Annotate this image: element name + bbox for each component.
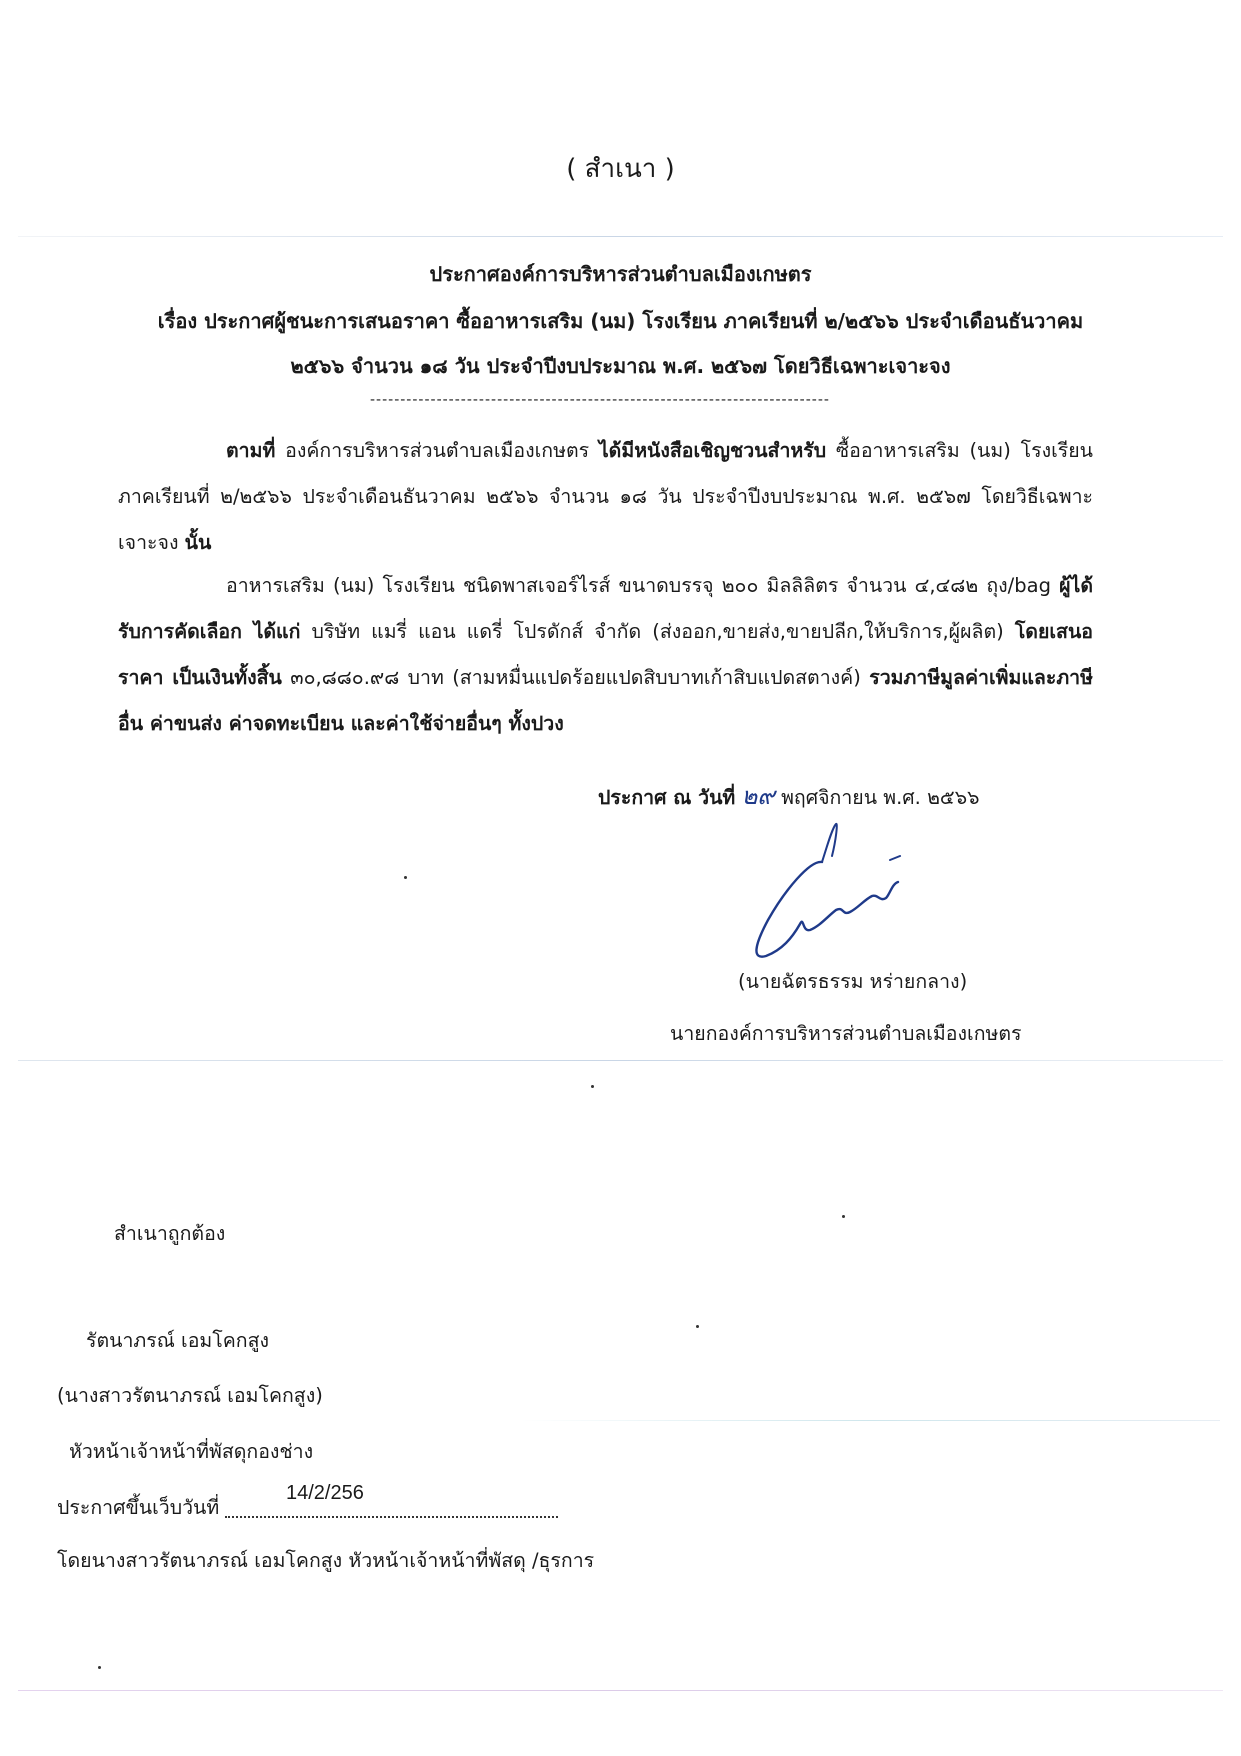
- mayor-name: (นายฉัตรธรรม หร่ายกลาง): [738, 970, 968, 993]
- web-posting-label: ประกาศขึ้นเว็บวันที่: [57, 1496, 220, 1519]
- para2-bold1: ผู้ได้รับการคัดเลือก ได้แก่: [118, 574, 1093, 643]
- announcement-title: ประกาศองค์การบริหารส่วนตำบลเมืองเกษตร: [429, 262, 812, 286]
- announcement-subject-cont: ๒๕๖๖ จำนวน ๑๘ วัน ประจำปีงบประมาณ พ.ศ. ๒๕๖๗ โดยวิธีเฉพาะเจาะจง: [290, 354, 951, 378]
- copy-mark: ( สำเนา ): [566, 154, 675, 184]
- scan-line: [520, 1420, 1220, 1421]
- certifier-position: หัวหน้าเจ้าหน้าที่พัสดุกองช่าง: [69, 1440, 314, 1463]
- para1-lead: ตามที่: [226, 439, 276, 462]
- paragraph-winner: [118, 563, 1093, 747]
- para2-bold2: โดยเสนอราคา เป็นเงินทั้งสิ้น: [118, 620, 1093, 689]
- mayor-signature: [740, 820, 980, 970]
- scan-line: [18, 1060, 1223, 1061]
- certifier-name: (นางสาวรัตนาภรณ์ เอมโคกสูง): [57, 1384, 323, 1407]
- para2-text3: ๓๐,๘๘๐.๙๘ บาท (สามหมื่นแปดร้อยแปดสิบบาทเก้าสิบแปดสตางค์): [281, 666, 870, 689]
- para2-text1: อาหารเสริม (นม) โรงเรียน ชนิดพาสเจอร์ไรส์ ขนาดบรรจุ ๒๐๐ มิลลิลิตร จำนวน ๔,๔๘๒ ถุง/bag: [226, 574, 1060, 597]
- para1-text2: ซื้ออาหารเสริม (นม) โรงเรียน ภาคเรียนที่ ๒/๒๕๖๖ ประจำเดือนธันวาคม ๒๕๖๖ จำนวน ๑๘ วัน ประจำปีงบประมาณ พ.ศ. ๒๕๖๗ โดยวิธีเฉพาะเจาะจง: [118, 439, 1093, 554]
- date-day-handwritten: ๒๙: [741, 782, 775, 810]
- web-posting-date: 14/2/256: [286, 1482, 364, 1504]
- date-prefix: ประกาศ ณ วันที่: [598, 786, 736, 809]
- certifier-signature: รัตนาภรณ์ เอมโคกสูง: [86, 1329, 270, 1352]
- paragraph-invitation: [118, 428, 1093, 566]
- para1-bold: ได้มีหนังสือเชิญชวนสำหรับ: [598, 439, 827, 462]
- para2-text2: บริษัท แมรี่ แอน แดรี่ โปรดักส์ จำกัด (ส่งออก,ขายส่ง,ขายปลีก,ให้บริการ,ผู้ผลิต): [300, 620, 1015, 643]
- scan-speck: [696, 1325, 699, 1328]
- dotted-line: [225, 1516, 558, 1518]
- separator: ----------------------------------------------------------------------------: [370, 392, 830, 408]
- para2-bold3: รวมภาษีมูลค่าเพิ่มและภาษีอื่น ค่าขนส่ง ค่าจดทะเบียน และค่าใช้จ่ายอื่นๆ ทั้งปวง: [118, 666, 1093, 735]
- announcement-date: [598, 776, 979, 815]
- scan-speck: [591, 1085, 594, 1088]
- para1-end: นั้น: [184, 531, 212, 554]
- announcement-subject: เรื่อง ประกาศผู้ชนะการเสนอราคา ซื้ออาหารเสริม (นม) โรงเรียน ภาคเรียนที่ ๒/๒๕๖๖ ประจำเดือนธันวาคม: [157, 309, 1084, 333]
- scan-speck: [404, 876, 407, 879]
- scan-line: [18, 1690, 1223, 1691]
- mayor-position: นายกองค์การบริหารส่วนตำบลเมืองเกษตร: [670, 1022, 1022, 1045]
- para1-text1: องค์การบริหารส่วนตำบลเมืองเกษตร: [275, 439, 599, 462]
- scan-speck: [842, 1215, 845, 1218]
- scan-speck: [98, 1666, 101, 1669]
- certified-copy: สำเนาถูกต้อง: [114, 1222, 226, 1245]
- by-line: โดยนางสาวรัตนาภรณ์ เอมโคกสูง หัวหน้าเจ้าหน้าที่พัสดุ /ธุรการ: [57, 1549, 595, 1572]
- date-suffix: พฤศจิกายน พ.ศ. ๒๕๖๖: [781, 786, 980, 809]
- scan-line: [18, 236, 1223, 237]
